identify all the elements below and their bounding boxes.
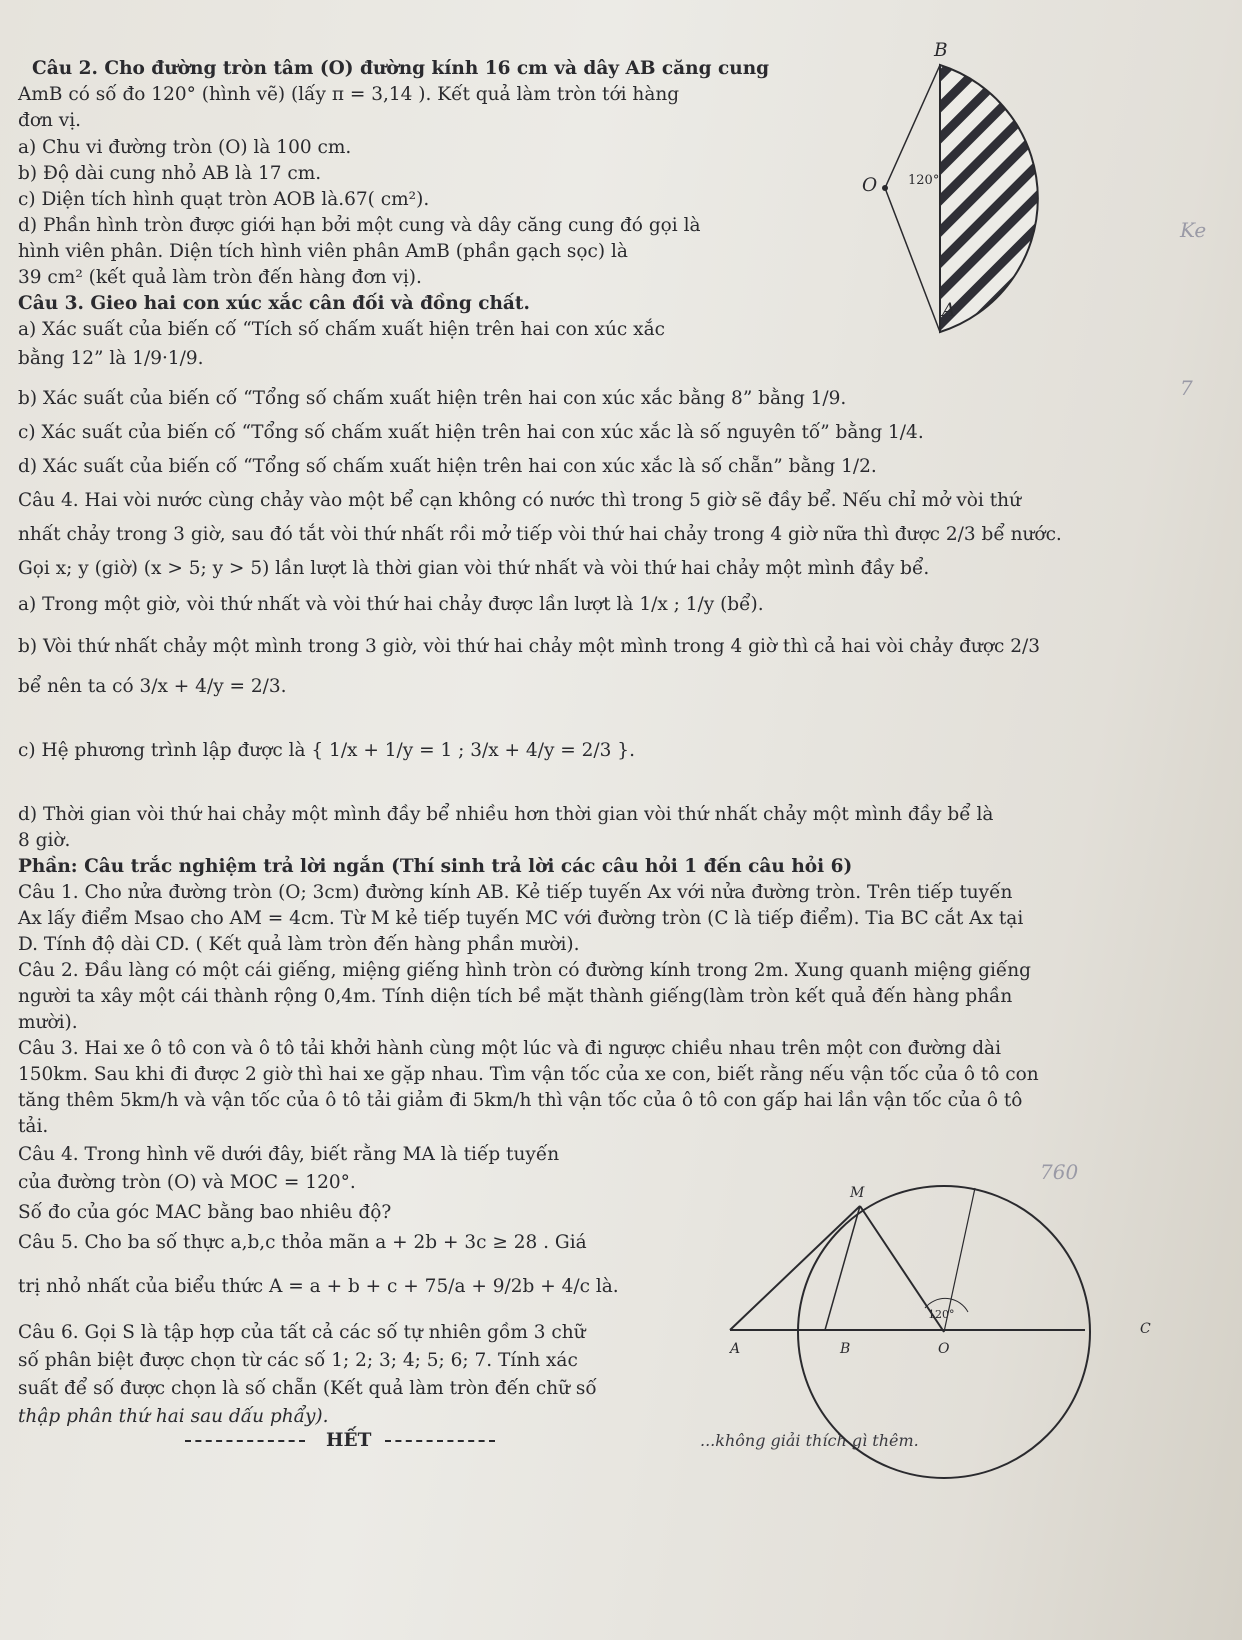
margin-note-3: 760 [1040, 1160, 1079, 1184]
q2-c: c) Diện tích hình quạt tròn AOB là.67( cm²). [18, 189, 430, 210]
s2-line-3: mười). [18, 1012, 78, 1033]
q4-line-2: nhất chảy trong 3 giờ, sau đó tắt vòi thứ nhất rồi mở tiếp vòi thứ hai chảy trong 4 giờ nữa thì được 2/3 bể nước. [18, 524, 1062, 545]
s6-line-1: Câu 6. Gọi S là tập hợp của tất cả các số tự nhiên gồm 3 chữ [18, 1322, 586, 1343]
s1-line-2: Ax lấy điểm Msao cho AM = 4cm. Từ M kẻ tiếp tuyến MC với đường tròn (C là tiếp điểm). Tia BC cắt Ax tại [18, 908, 1024, 929]
q2-line-1: Câu 2. Cho đường tròn tâm (O) đường kính 16 cm và dây AB căng cung [32, 58, 770, 79]
s6-line-3: suất để số được chọn là số chẵn (Kết quả làm tròn đến chữ số [18, 1378, 597, 1399]
s3-line-1: Câu 3. Hai xe ô tô con và ô tô tải khởi hành cùng một lúc và đi ngược chiều nhau trên một con đường dài [18, 1038, 1002, 1059]
end-dash-right [385, 1440, 495, 1442]
margin-note-2: 7 [1180, 376, 1193, 400]
s4-line-2: của đường tròn (O) và MOC = 120°. [18, 1172, 356, 1193]
hatched-segment [940, 65, 1038, 332]
q3-d: d) Xác suất của biến cố “Tổng số chấm xuất hiện trên hai con xúc xắc là số chẵn” bằng 1/2. [18, 456, 877, 477]
q4-c: c) Hệ phương trình lập được là { 1/x + 1/y = 1 ; 3/x + 4/y = 2/3 }. [18, 740, 635, 761]
fig2-label-A: A [730, 1341, 741, 1357]
fig2-angle-label: 120° [928, 1308, 955, 1321]
q4-d-2: 8 giờ. [18, 830, 71, 851]
q4-d-1: d) Thời gian vòi thứ hai chảy một mình đầy bể nhiều hơn thời gian vòi thứ nhất chảy một mình đầy bể là [18, 804, 994, 825]
end-marker: HẾT [326, 1430, 372, 1451]
section-short-answer: Phần: Câu trắc nghiệm trả lời ngắn (Thí sinh trả lời các câu hỏi 1 đến câu hỏi 6) [18, 856, 853, 877]
fig1-label-O: O [862, 175, 878, 196]
s3-line-3: tăng thêm 5km/h và vận tốc của ô tô tải giảm đi 5km/h thì vận tốc của ô tô con gấp hai lần vận tốc của ô tô [18, 1090, 1023, 1111]
q4-b-1: b) Vòi thứ nhất chảy một mình trong 3 giờ, vòi thứ hai chảy một mình trong 4 giờ thì cả hai vòi chảy được 2/3 [18, 636, 1040, 657]
q2-a: a) Chu vi đường tròn (O) là 100 cm. [18, 137, 352, 158]
s2-line-2: người ta xây một cái thành rộng 0,4m. Tính diện tích bề mặt thành giếng(làm tròn kết quả đến hàng phần [18, 986, 1013, 1007]
q3-b: b) Xác suất của biến cố “Tổng số chấm xuất hiện trên hai con xúc xắc bằng 8” bằng 1/9. [18, 388, 847, 409]
q4-line-1: Câu 4. Hai vòi nước cùng chảy vào một bể cạn không có nước thì trong 5 giờ sẽ đầy bể. Nếu chỉ mở vòi thứ [18, 490, 1021, 511]
s4-line-3: Số đo của góc MAC bằng bao nhiêu độ? [18, 1202, 392, 1223]
s5-line-1: Câu 5. Cho ba số thực a,b,c thỏa mãn a + 2b + 3c ≥ 28 . Giá [18, 1232, 587, 1253]
q2-b: b) Độ dài cung nhỏ AB là 17 cm. [18, 163, 322, 184]
fig1-angle-label: 120° [908, 173, 940, 188]
q2-d-3: 39 cm² (kết quả làm tròn đến hàng đơn vị). [18, 267, 422, 288]
s6-line-2: số phân biệt được chọn từ các số 1; 2; 3; 4; 5; 6; 7. Tính xác [18, 1350, 578, 1371]
q2-line-2: AmB có số đo 120° (hình vẽ) (lấy π = 3,14 ). Kết quả làm tròn tới hàng [18, 84, 680, 105]
q3-a-1: a) Xác suất của biến cố “Tích số chấm xuất hiện trên hai con xúc xắc [18, 319, 665, 340]
s1-line-1: Câu 1. Cho nửa đường tròn (O; 3cm) đường kính AB. Kẻ tiếp tuyến Ax với nửa đường tròn. Trên tiếp tuyến [18, 882, 1013, 903]
fig2-label-B: B [840, 1341, 851, 1357]
s3-line-2: 150km. Sau khi đi được 2 giờ thì hai xe gặp nhau. Tìm vận tốc của xe con, biết rằng nếu vận tốc của ô tô con [18, 1064, 1039, 1085]
s4-line-1: Câu 4. Trong hình vẽ dưới đây, biết rằng MA là tiếp tuyến [18, 1144, 560, 1165]
s5-line-2: trị nhỏ nhất của biểu thức A = a + b + c + 75/a + 9/2b + 4/c là. [18, 1276, 619, 1297]
s6-line-4: thập phân thứ hai sau dấu phẩy). [18, 1406, 329, 1427]
q4-b-2: bể nên ta có 3/x + 4/y = 2/3. [18, 676, 287, 697]
end-dash-left [185, 1440, 305, 1442]
s3-line-4: tải. [18, 1116, 49, 1137]
q4-line-3: Gọi x; y (giờ) (x > 5; y > 5) lần lượt là thời gian vòi thứ nhất và vòi thứ hai chảy một mình đầy bể. [18, 558, 930, 579]
q3-a-2: bằng 12” là 1/9·1/9. [18, 348, 204, 369]
footer-note: ...không giải thích gì thêm. [700, 1431, 919, 1450]
q3-c: c) Xác suất của biến cố “Tổng số chấm xuất hiện trên hai con xúc xắc là số nguyên tố” bằng 1/4. [18, 422, 924, 443]
q3-title: Câu 3. Gieo hai con xúc xắc cân đối và đồng chất. [18, 293, 530, 314]
q4-a: a) Trong một giờ, vòi thứ nhất và vòi thứ hai chảy được lần lượt là 1/x ; 1/y (bể). [18, 594, 764, 615]
margin-note-1: Ke [1180, 218, 1207, 242]
fig2-label-O: O [938, 1341, 950, 1357]
fig1-label-A: A [942, 300, 956, 321]
s2-line-1: Câu 2. Đầu làng có một cái giếng, miệng giếng hình tròn có đường kính trong 2m. Xung quanh miệng giếng [18, 960, 1032, 981]
fig1-label-B: B [934, 40, 948, 61]
fig2-label-M: M [850, 1185, 865, 1201]
s1-line-3: D. Tính độ dài CD. ( Kết quả làm tròn đến hàng phần mười). [18, 934, 580, 955]
q2-d-2: hình viên phân. Diện tích hình viên phân AmB (phần gạch sọc) là [18, 241, 628, 262]
q2-d-1: d) Phần hình tròn được giới hạn bởi một cung và dây căng cung đó gọi là [18, 215, 701, 236]
q2-line-3: đơn vị. [18, 110, 82, 131]
fig2-label-C: C [1140, 1321, 1151, 1337]
